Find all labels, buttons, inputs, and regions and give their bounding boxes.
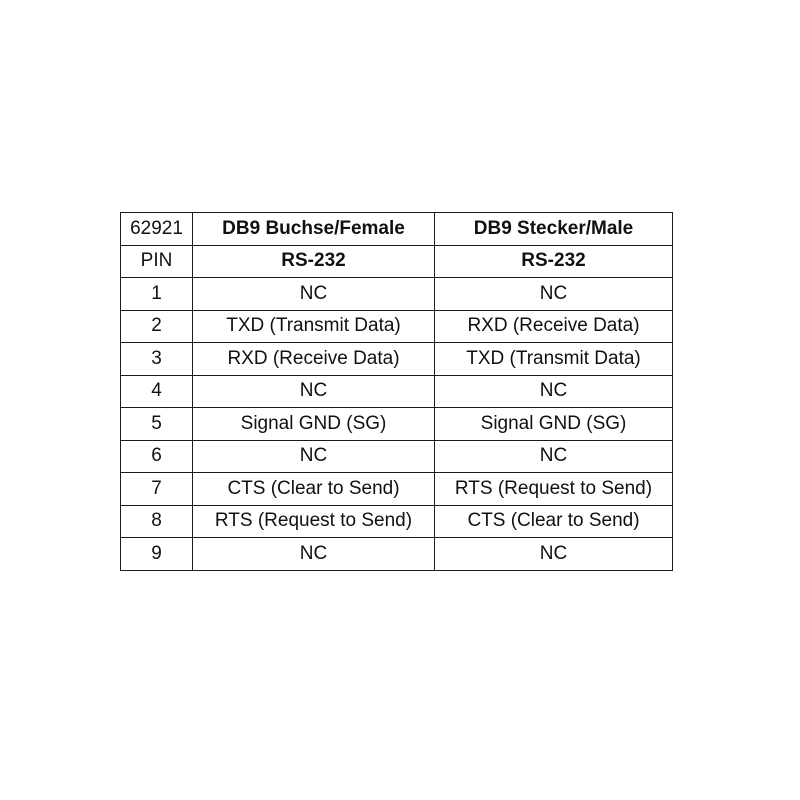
female-signal: RTS (Request to Send) [193, 505, 435, 538]
pin-number: 4 [121, 375, 193, 408]
male-signal: Signal GND (SG) [435, 408, 673, 441]
table-row [121, 538, 673, 571]
female-signal: NC [193, 538, 435, 571]
pin-number: 3 [121, 343, 193, 376]
pin-number: 1 [121, 278, 193, 311]
female-signal: RXD (Receive Data) [193, 343, 435, 376]
male-standard: RS-232 [435, 245, 673, 278]
table-row [121, 440, 673, 473]
table-row [121, 408, 673, 441]
female-signal: CTS (Clear to Send) [193, 473, 435, 506]
table-row [121, 375, 673, 408]
male-signal: NC [435, 375, 673, 408]
male-signal: TXD (Transmit Data) [435, 343, 673, 376]
male-signal: CTS (Clear to Send) [435, 505, 673, 538]
male-signal: NC [435, 278, 673, 311]
pinout-table [120, 212, 673, 571]
female-signal: NC [193, 278, 435, 311]
pin-number: 6 [121, 440, 193, 473]
pin-number: 7 [121, 473, 193, 506]
male-signal: NC [435, 440, 673, 473]
female-column-title: DB9 Buchse/Female [193, 213, 435, 246]
header-row [121, 213, 673, 246]
table-row [121, 473, 673, 506]
male-signal: RXD (Receive Data) [435, 310, 673, 343]
model-number: 62921 [121, 213, 193, 246]
female-signal: TXD (Transmit Data) [193, 310, 435, 343]
male-signal: RTS (Request to Send) [435, 473, 673, 506]
female-signal: NC [193, 375, 435, 408]
pin-number: 9 [121, 538, 193, 571]
pin-label: PIN [121, 245, 193, 278]
table-row [121, 343, 673, 376]
male-signal: NC [435, 538, 673, 571]
table-row [121, 505, 673, 538]
subheader-row [121, 245, 673, 278]
female-standard: RS-232 [193, 245, 435, 278]
female-signal: Signal GND (SG) [193, 408, 435, 441]
pin-number: 2 [121, 310, 193, 343]
pin-number: 8 [121, 505, 193, 538]
pin-number: 5 [121, 408, 193, 441]
table-row [121, 310, 673, 343]
table-row [121, 278, 673, 311]
male-column-title: DB9 Stecker/Male [435, 213, 673, 246]
female-signal: NC [193, 440, 435, 473]
